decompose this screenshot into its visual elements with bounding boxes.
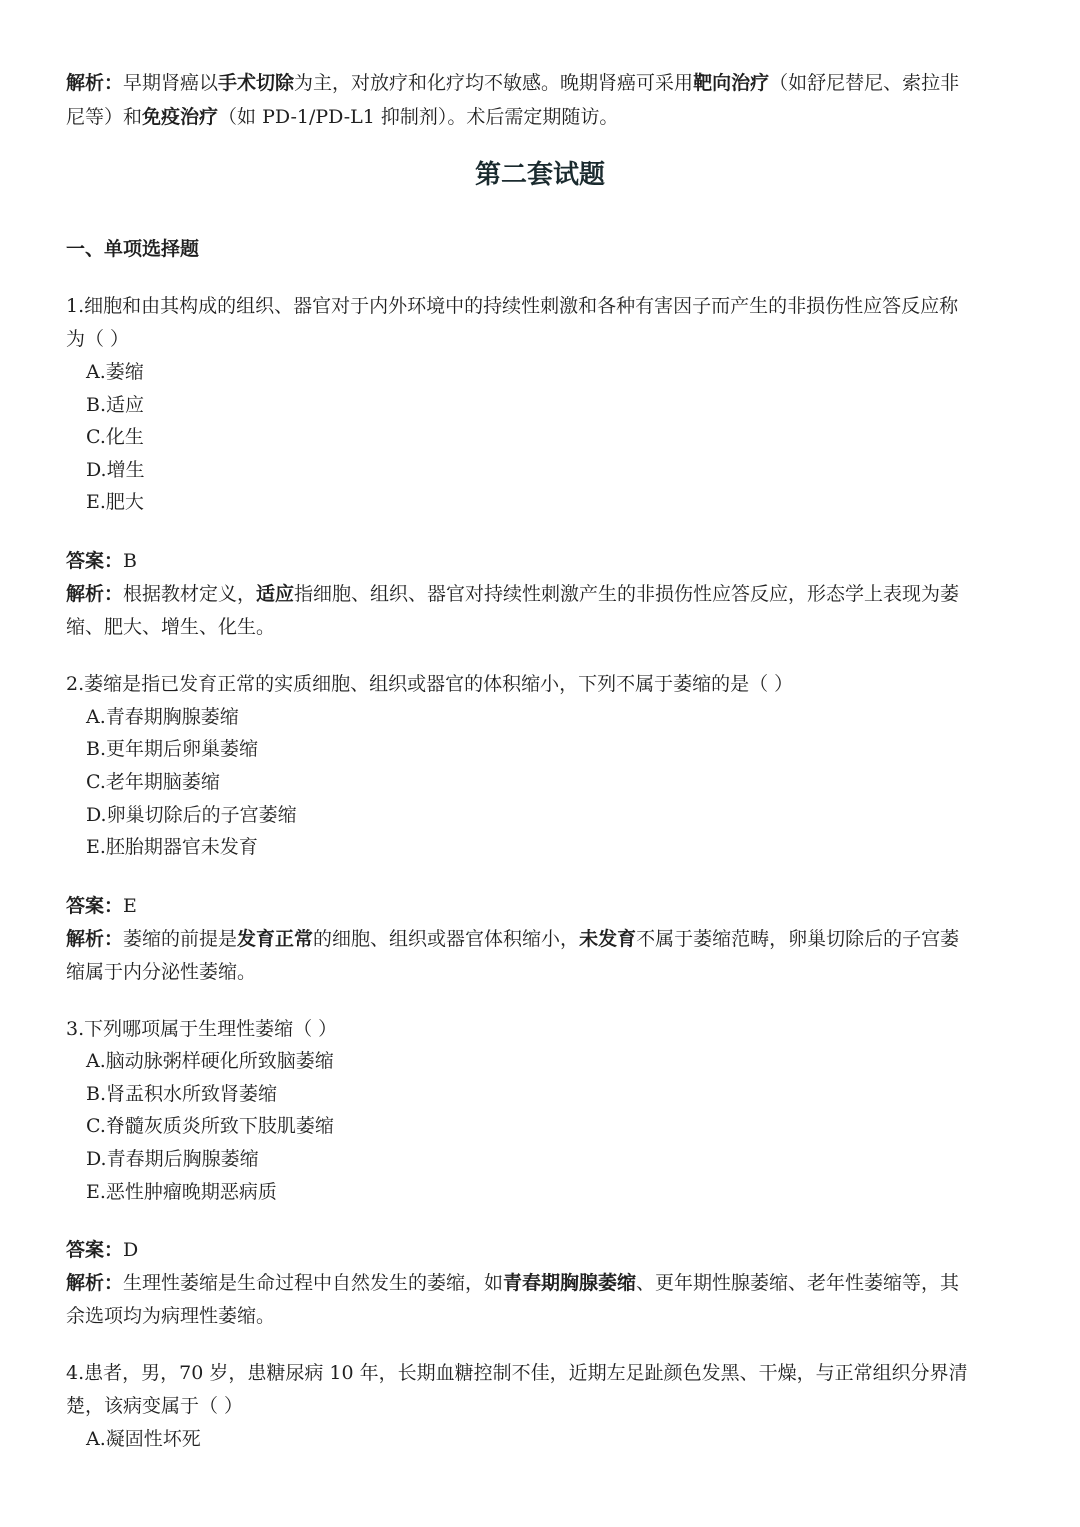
analysis-text [66,1305,275,1327]
emphasis-text: 免疫治疗 [142,106,219,128]
question-4-stem-cont: 楚，该病变属于（ ） [66,1395,244,1417]
question-3-analysis-line-2 [66,1301,275,1331]
question-3-option-e: E.恶性肿瘤晚期恶病质 [86,1181,277,1203]
question-3-option-c: C.脊髓灰质炎所致下肢肌萎缩 [86,1115,334,1137]
question-4-option-a: A.凝固性坏死 [86,1428,201,1450]
question-3-option-b: B.肾盂积水所致肾萎缩 [86,1083,278,1105]
analysis-label: 解析： [66,1272,124,1294]
answer-label: 答案： [66,550,124,572]
set-title: 第二套试题 [474,160,605,190]
analysis-text [123,583,959,605]
question-2-option-d: D.卵巢切除后的子宫萎缩 [86,804,297,826]
text-run: 缩、肥大、增生、化生。 [66,616,276,638]
analysis-label: 解析： [66,72,124,94]
intro-analysis-line-2 [66,102,618,132]
analysis-text [66,616,275,638]
text-run: （如舒尼替尼、索拉非 [769,72,960,94]
question-3-stem: 3.下列哪项属于生理性萎缩（ ） [66,1018,338,1040]
text-run: 余选项均为病理性萎缩。 [66,1305,276,1327]
text-run: 缩属于内分泌性萎缩。 [66,961,257,983]
text-run: 为主，对放疗和化疗均不敏感。晚期肾癌可采用 [294,72,694,94]
question-2-option-e: E.胚胎期器官未发育 [86,836,258,858]
question-1-answer [66,546,137,576]
text-run: 萎缩的前提是 [123,928,238,950]
question-3-analysis-line-1 [66,1268,959,1298]
emphasis-text: 未发育 [579,928,637,950]
question-3-option-d: D.青春期后胸腺萎缩 [86,1148,259,1170]
question-1-option-b: B.适应 [86,394,145,416]
analysis-text [66,961,256,983]
text-run: 生理性萎缩是生命过程中自然发生的萎缩，如 [123,1272,504,1294]
analysis-text [66,106,618,128]
emphasis-text: 发育正常 [237,928,314,950]
analysis-text [123,928,959,950]
emphasis-text: 适应 [256,583,295,605]
text-run: 尼等）和 [66,106,143,128]
question-2-option-c: C.老年期脑萎缩 [86,771,220,793]
emphasis-text: 靶向治疗 [693,72,770,94]
answer-label: 答案： [66,895,124,917]
answer-label: 答案： [66,1239,124,1261]
question-2-answer [66,891,137,921]
analysis-label: 解析： [66,928,124,950]
text-run: 的细胞、组织或器官体积缩小， [313,928,580,950]
text-run: 根据教材定义， [123,583,257,605]
emphasis-text: 青春期胸腺萎缩 [503,1272,637,1294]
emphasis-text: 手术切除 [218,72,295,94]
question-2-option-a: A.青春期胸腺萎缩 [86,706,239,728]
text-run: 早期肾癌以 [123,72,219,94]
question-1-analysis-line-2 [66,612,275,642]
analysis-label: 解析： [66,583,124,605]
answer-value: B [123,550,137,572]
section-title: 一、单项选择题 [66,238,200,260]
question-1-option-e: E.肥大 [86,491,144,513]
text-run: 指细胞、组织、器官对持续性刺激产生的非损伤性应答反应，形态学上表现为萎 [294,583,960,605]
question-4-stem: 4.患者，男，70 岁，患糖尿病 10 年，长期血糖控制不佳，近期左足趾颜色发黑、干燥，与正常组织分界清 [66,1362,968,1384]
text-run: 不属于萎缩范畴，卵巢切除后的子宫萎 [636,928,960,950]
answer-value: E [123,895,137,917]
answer-value: D [123,1239,139,1261]
question-1-option-a: A.萎缩 [86,361,144,383]
question-2-option-b: B.更年期后卵巢萎缩 [86,738,259,760]
question-2-stem: 2.萎缩是指已发育正常的实质细胞、组织或器官的体积缩小，下列不属于萎缩的是（ ） [66,673,794,695]
question-1-option-d: D.增生 [86,459,145,481]
question-1-stem: 1.细胞和由其构成的组织、器官对于内外环境中的持续性刺激和各种有害因子而产生的非损伤性应答反应称 [66,295,959,317]
question-1-option-c: C.化生 [86,426,144,448]
question-2-analysis-line-1 [66,924,959,954]
analysis-text [123,1272,959,1294]
question-3-option-a: A.脑动脉粥样硬化所致脑萎缩 [86,1050,334,1072]
analysis-text [123,72,959,94]
intro-analysis-line-1 [66,68,959,98]
question-1-analysis-line-1 [66,579,959,609]
question-2-analysis-line-2 [66,957,256,987]
text-run: （如 PD-1/PD-L1 抑制剂）。术后需定期随访。 [218,106,619,128]
question-1-stem-cont: 为（ ） [66,328,130,350]
text-run: 、更年期性腺萎缩、老年性萎缩等，其 [636,1272,960,1294]
question-3-answer [66,1235,138,1265]
